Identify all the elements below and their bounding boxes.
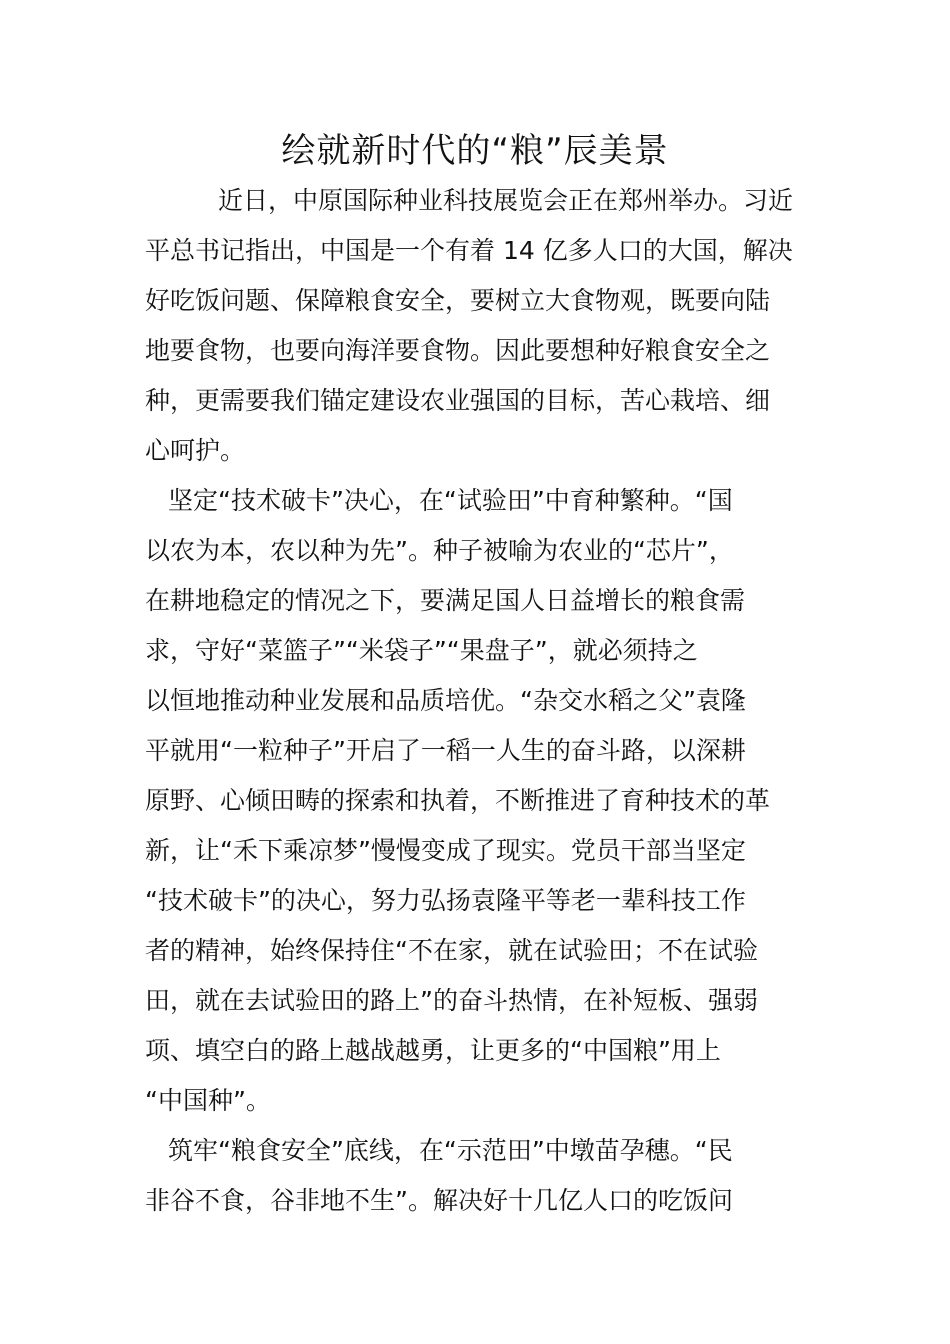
text-line: 种，更需要我们锚定建设农业强国的目标，苦心栽培、细 [145, 386, 771, 415]
text-line: 在耕地稳定的情况之下，要满足国人日益增长的粮食需 [145, 586, 746, 615]
text-line: 求，守好“菜篮子”“米袋子”“果盘子”，就必须持之 [145, 636, 698, 665]
text-line: 坚定“技术破卡”决心，在“试验田”中育种繁种。“国 [168, 486, 733, 515]
text-line: “技术破卡”的决心，努力弘扬袁隆平等老一辈科技工作 [145, 886, 746, 915]
text-line: 非谷不食，谷非地不生”。解决好十几亿人口的吃饭问 [145, 1186, 733, 1215]
text-line: 近日，中原国际种业科技展览会正在郑州举办。习近 [218, 186, 794, 215]
text-line: 者的精神，始终保持住“不在家，就在试验田；不在试验 [145, 936, 758, 965]
text-line: 田，就在去试验田的路上”的奋斗热情，在补短板、强弱 [145, 986, 758, 1015]
text-line: 平就用“一粒种子”开启了一稻一人生的奋斗路，以深耕 [145, 736, 746, 765]
text-line: 地要食物，也要向海洋要食物。因此要想种好粮食安全之 [145, 336, 771, 365]
text-line: 项、填空白的路上越战越勇，让更多的“中国粮”用上 [145, 1036, 721, 1065]
text-line: 筑牢“粮食安全”底线，在“示范田”中墩苗孕穗。“民 [168, 1136, 733, 1165]
text-line: 平总书记指出，中国是一个有着 14 亿多人口的大国，解决 [145, 236, 793, 265]
document-title: 绘就新时代的“粮”辰美景 [281, 131, 669, 171]
text-line: “中国种”。 [145, 1086, 271, 1115]
text-line: 新，让“禾下乘凉梦”慢慢变成了现实。党员干部当坚定 [145, 836, 746, 865]
text-line: 好吃饭问题、保障粮食安全，要树立大食物观，既要向陆 [145, 286, 771, 315]
text-line: 以农为本，农以种为先”。种子被喻为农业的“芯片”， [145, 536, 734, 565]
text-line: 心呵护。 [145, 436, 246, 465]
text-line: 以恒地推动种业发展和品质培优。“杂交水稻之父”袁隆 [145, 686, 746, 715]
text-line: 原野、心倾田畴的探索和执着，不断推进了育种技术的革 [145, 786, 771, 815]
